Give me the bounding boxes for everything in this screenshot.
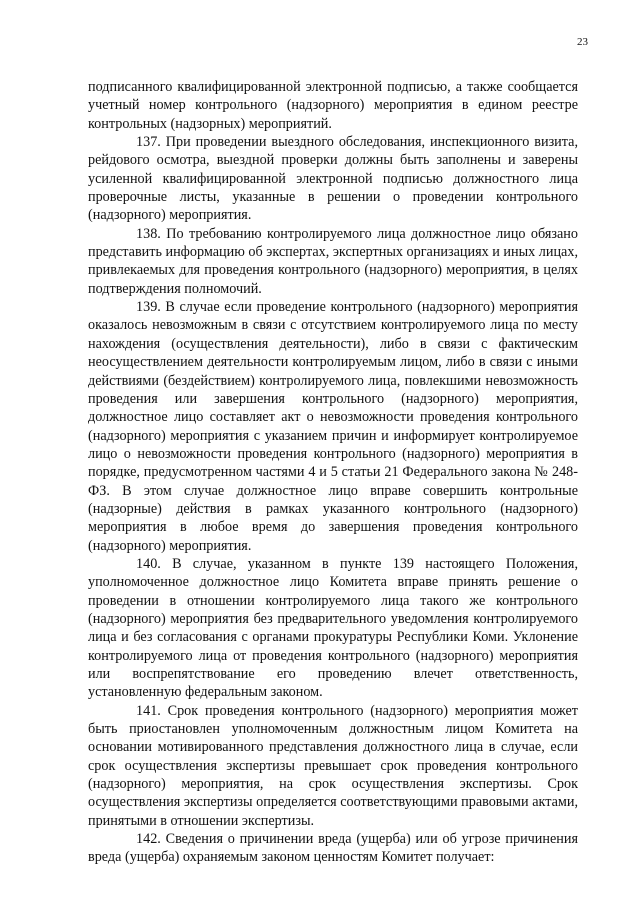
- paragraph-137: 137. При проведении выездного обследования, инспекционного визита, рейдового осмотра, выездной проверки должны быть заполнены и заверены усиленной квалифицированной электронной подписью должностного лица проверочные листы, указанные в решении о проведении контрольного (надзорного) мероприятия.: [88, 134, 578, 224]
- paragraph-139: 139. В случае если проведение контрольного (надзорного) мероприятия оказалось невозможным в связи с отсутствием контролируемого лица по месту нахождения (осуществления деятельности), либо в связи с фактическим неосуществлением деятельности контролируемым лицом, либо в связи с иными действиями (бездействием) контролируемого лица, повлекшими невозможность проведения или завершения контрольного (надзорного) мероприятия, должностное лицо составляет акт о невозможности проведения контрольного (надзорного) мероприятия с указанием причин и информирует контролируемое лицо о невозможности проведения контрольного (надзорного) мероприятия в порядке, предусмотренном частями 4 и 5 статьи 21 Федерального закона № 248-ФЗ. В этом случае должностное лицо вправе совершить контрольные (надзорные) действия в рамках указанного контрольного (надзорного) мероприятия в любое время до завершения проведения контрольного (надзорного) мероприятия.: [88, 299, 578, 554]
- paragraph-140: 140. В случае, указанном в пункте 139 настоящего Положения, уполномоченное должностное лицо Комитета вправе принять решение о проведении в отношении контролируемого лица такого же контрольного (надзорного) мероприятия без предварительного уведомления контролируемого лица и без согласования с органами прокуратуры Республики Коми. Уклонение контролируемого лица от проведения контрольного (надзорного) мероприятия или воспрепятствование его проведению влечет ответственность, установленную федеральным законом.: [88, 555, 578, 701]
- page-number: 23: [577, 36, 588, 48]
- paragraph-continuation: подписанного квалифицированной электронной подписью, а также сообщается учетный номер контрольного (надзорного) мероприятия в едином реестре контрольных (надзорных) мероприятий.: [88, 79, 578, 132]
- paragraph-142: 142. Сведения о причинении вреда (ущерба) или об угрозе причинения вреда (ущерба) охраняемым законом ценностям Комитет получает:: [88, 831, 578, 866]
- paragraph-138: 138. По требованию контролируемого лица должностное лицо обязано представить информацию об экспертах, экспертных организациях и иных лицах, привлекаемых для проведения контрольного (надзорного) мероприятия, в целях подтверждения полномочий.: [88, 225, 578, 297]
- document-body: [88, 78, 578, 867]
- paragraph-141: 141. Срок проведения контрольного (надзорного) мероприятия может быть приостановлен уполномоченным должностным лицом Комитета на основании мотивированного представления должностного лица в случае, если срок осуществления экспертизы превышает срок проведения контрольного (надзорного) мероприятия, на срок осуществления экспертизы. Срок осуществления экспертизы определяется соответствующими правовыми актами, принятыми в отношении экспертизы.: [88, 702, 578, 829]
